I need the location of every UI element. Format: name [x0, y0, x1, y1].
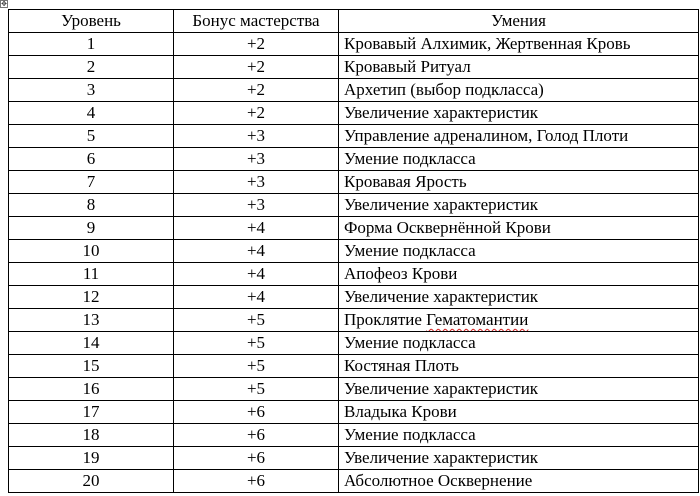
cell-bonus: +3 — [174, 171, 339, 194]
cell-level: 7 — [9, 171, 174, 194]
table-row — [9, 401, 699, 424]
table-row — [9, 309, 699, 332]
cell-skills — [339, 79, 699, 102]
table-row — [9, 355, 699, 378]
cell-level: 2 — [9, 56, 174, 79]
cell-bonus: +6 — [174, 470, 339, 493]
skills-text: Кровавая Ярость — [344, 172, 467, 191]
skills-text: Увеличение характеристик — [344, 448, 539, 467]
cell-skills — [339, 217, 699, 240]
cell-bonus: +2 — [174, 102, 339, 125]
spellcheck-underlined-word[interactable]: Гематомантии — [426, 310, 529, 329]
cell-skills — [339, 148, 699, 171]
skills-text: Управление адреналином, Голод Плоти — [344, 126, 629, 145]
skills-text: Проклятие Гематомантии — [344, 310, 529, 329]
cell-skills — [339, 378, 699, 401]
table-row — [9, 332, 699, 355]
cell-bonus: +2 — [174, 79, 339, 102]
cell-skills — [339, 286, 699, 309]
cell-level: 4 — [9, 102, 174, 125]
skills-text: Увеличение характеристик — [344, 287, 539, 306]
cell-bonus: +5 — [174, 378, 339, 401]
table-body — [9, 33, 699, 493]
cell-skills — [339, 240, 699, 263]
table-row — [9, 194, 699, 217]
table-row — [9, 286, 699, 309]
skills-text: Абсолютное Осквернение — [344, 471, 533, 490]
cell-bonus: +4 — [174, 217, 339, 240]
cell-bonus: +5 — [174, 309, 339, 332]
cell-skills — [339, 424, 699, 447]
cell-level: 11 — [9, 263, 174, 286]
header-skills: Умения — [339, 10, 699, 33]
cell-level: 14 — [9, 332, 174, 355]
cell-bonus: +2 — [174, 56, 339, 79]
cell-level: 1 — [9, 33, 174, 56]
table-row — [9, 217, 699, 240]
class-level-table — [8, 9, 699, 493]
cell-level: 10 — [9, 240, 174, 263]
skills-text: Умение подкласса — [344, 241, 476, 260]
cell-bonus: +6 — [174, 401, 339, 424]
table-row — [9, 79, 699, 102]
skills-text: Умение подкласса — [344, 425, 476, 444]
cell-skills — [339, 194, 699, 217]
skills-text: Увеличение характеристик — [344, 379, 539, 398]
cell-skills — [339, 125, 699, 148]
cell-skills — [339, 401, 699, 424]
skills-text: Апофеоз Крови — [344, 264, 458, 283]
table-row — [9, 240, 699, 263]
cell-skills — [339, 263, 699, 286]
skills-text: Костяная Плоть — [344, 356, 459, 375]
cell-bonus: +3 — [174, 125, 339, 148]
skills-text: Форма Осквернённой Крови — [344, 218, 551, 237]
cell-bonus: +3 — [174, 194, 339, 217]
cell-bonus: +4 — [174, 240, 339, 263]
header-level: Уровень — [9, 10, 174, 33]
cell-level: 8 — [9, 194, 174, 217]
cell-skills — [339, 56, 699, 79]
cell-bonus: +6 — [174, 447, 339, 470]
cell-level: 3 — [9, 79, 174, 102]
cell-level: 13 — [9, 309, 174, 332]
cell-level: 18 — [9, 424, 174, 447]
table-header-row — [9, 10, 699, 33]
table-row — [9, 125, 699, 148]
skills-text: Кровавый Ритуал — [344, 57, 471, 76]
cell-bonus: +4 — [174, 286, 339, 309]
cell-level: 15 — [9, 355, 174, 378]
cell-level: 6 — [9, 148, 174, 171]
cell-level: 12 — [9, 286, 174, 309]
cell-skills — [339, 447, 699, 470]
skills-text: Умение подкласса — [344, 333, 476, 352]
cell-skills — [339, 102, 699, 125]
cell-level: 19 — [9, 447, 174, 470]
table-move-handle-icon[interactable]: ✥ — [1, 0, 7, 8]
skills-text: Архетип (выбор подкласса) — [344, 80, 544, 99]
skills-text: Увеличение характеристик — [344, 103, 539, 122]
table-row — [9, 33, 699, 56]
table-row — [9, 102, 699, 125]
cell-skills — [339, 309, 699, 332]
cell-skills — [339, 355, 699, 378]
cell-bonus: +4 — [174, 263, 339, 286]
cell-bonus: +5 — [174, 355, 339, 378]
cell-skills — [339, 332, 699, 355]
skills-text: Умение подкласса — [344, 149, 476, 168]
skills-text: Владыка Крови — [344, 402, 457, 421]
cell-level: 9 — [9, 217, 174, 240]
table-row — [9, 424, 699, 447]
table-row — [9, 447, 699, 470]
cell-level: 20 — [9, 470, 174, 493]
cell-bonus: +3 — [174, 148, 339, 171]
table-row — [9, 263, 699, 286]
skills-text: Кровавый Алхимик, Жертвенная Кровь — [344, 34, 631, 53]
cell-skills — [339, 171, 699, 194]
skills-text: Увеличение характеристик — [344, 195, 539, 214]
cell-level: 5 — [9, 125, 174, 148]
header-bonus: Бонус мастерства — [174, 10, 339, 33]
cell-level: 16 — [9, 378, 174, 401]
table-row — [9, 470, 699, 493]
cell-bonus: +5 — [174, 332, 339, 355]
table-row — [9, 171, 699, 194]
cell-bonus: +2 — [174, 33, 339, 56]
table-row — [9, 378, 699, 401]
table-row — [9, 56, 699, 79]
cell-skills — [339, 33, 699, 56]
table-row — [9, 148, 699, 171]
cell-level: 17 — [9, 401, 174, 424]
cell-bonus: +6 — [174, 424, 339, 447]
cell-skills — [339, 470, 699, 493]
